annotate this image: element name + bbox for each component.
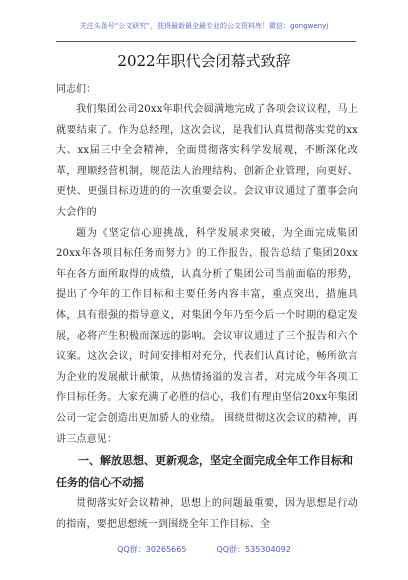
paragraph: 题为《坚定信心迎挑战，科学发展求突破，为全面完成集团20xx年各项目标任务而努力》的工作报告，报告总结了集团20xx年在各方面所取得的成绩，认真分析了集团公司当前面临的形势，提出了今年的工作目标和主要任务内容丰富，重点突出，措施具体，具有很强的指导意义，对集团今年乃至今后一个时期的稳定发展，必将产生积极而深远的影响。会议审议通过了三个报告和六个议案。这次会议，时间安排相对充分，代表们认真讨论，畅所欲言为企业的发展献计献策，从热情扬溢的发言者，对完成今年各项工作目标任务。大家充满了必胜的信心，我们有理由坚信20xx年集团公司一定会创造出更加骄人的业绩。 围绕贯彻这次会议的精神，再讲三点意见： [56,227,358,445]
document-title: 2022年职代会闭幕式致辞 [117,52,291,70]
footer [0,545,408,555]
footer-qq-group-2: QQ群：535304092 [216,545,291,554]
header-banner: 关注头条号“公文研究”，获得最新最全最专业的公文资料库！微信：gongwenyj [79,22,329,30]
paragraph: 我们集团公司20xx年职代会圆满地完成了各项会议议程，马上就要结束了。作为总经理，这次会议，是我们认真贯彻落实党的xx大、xx届三中全会精神，全面贯彻落实科学发展观，不断深化改革，理顺经营机制，规范法人治理结构、创新企业管理，向更好、更快、更强目标迈进的的一次重要会议。会议审议通过了董事会向大会作的 [56,104,358,218]
paragraph: 贯彻落实好会议精神，思想上的问题最重要，因为思想是行动的指南，要把思想统一到围绕全年工作目标、全 [56,498,358,530]
section-heading: 一、解放思想、更新观念，坚定全面完成全年工作目标和任务的信心不动摇 [56,454,353,490]
salutation: 同志们： [56,84,96,95]
header-divider [56,41,356,42]
footer-qq-group-1: QQ群：30265665 [117,545,187,554]
document-body [56,100,358,535]
